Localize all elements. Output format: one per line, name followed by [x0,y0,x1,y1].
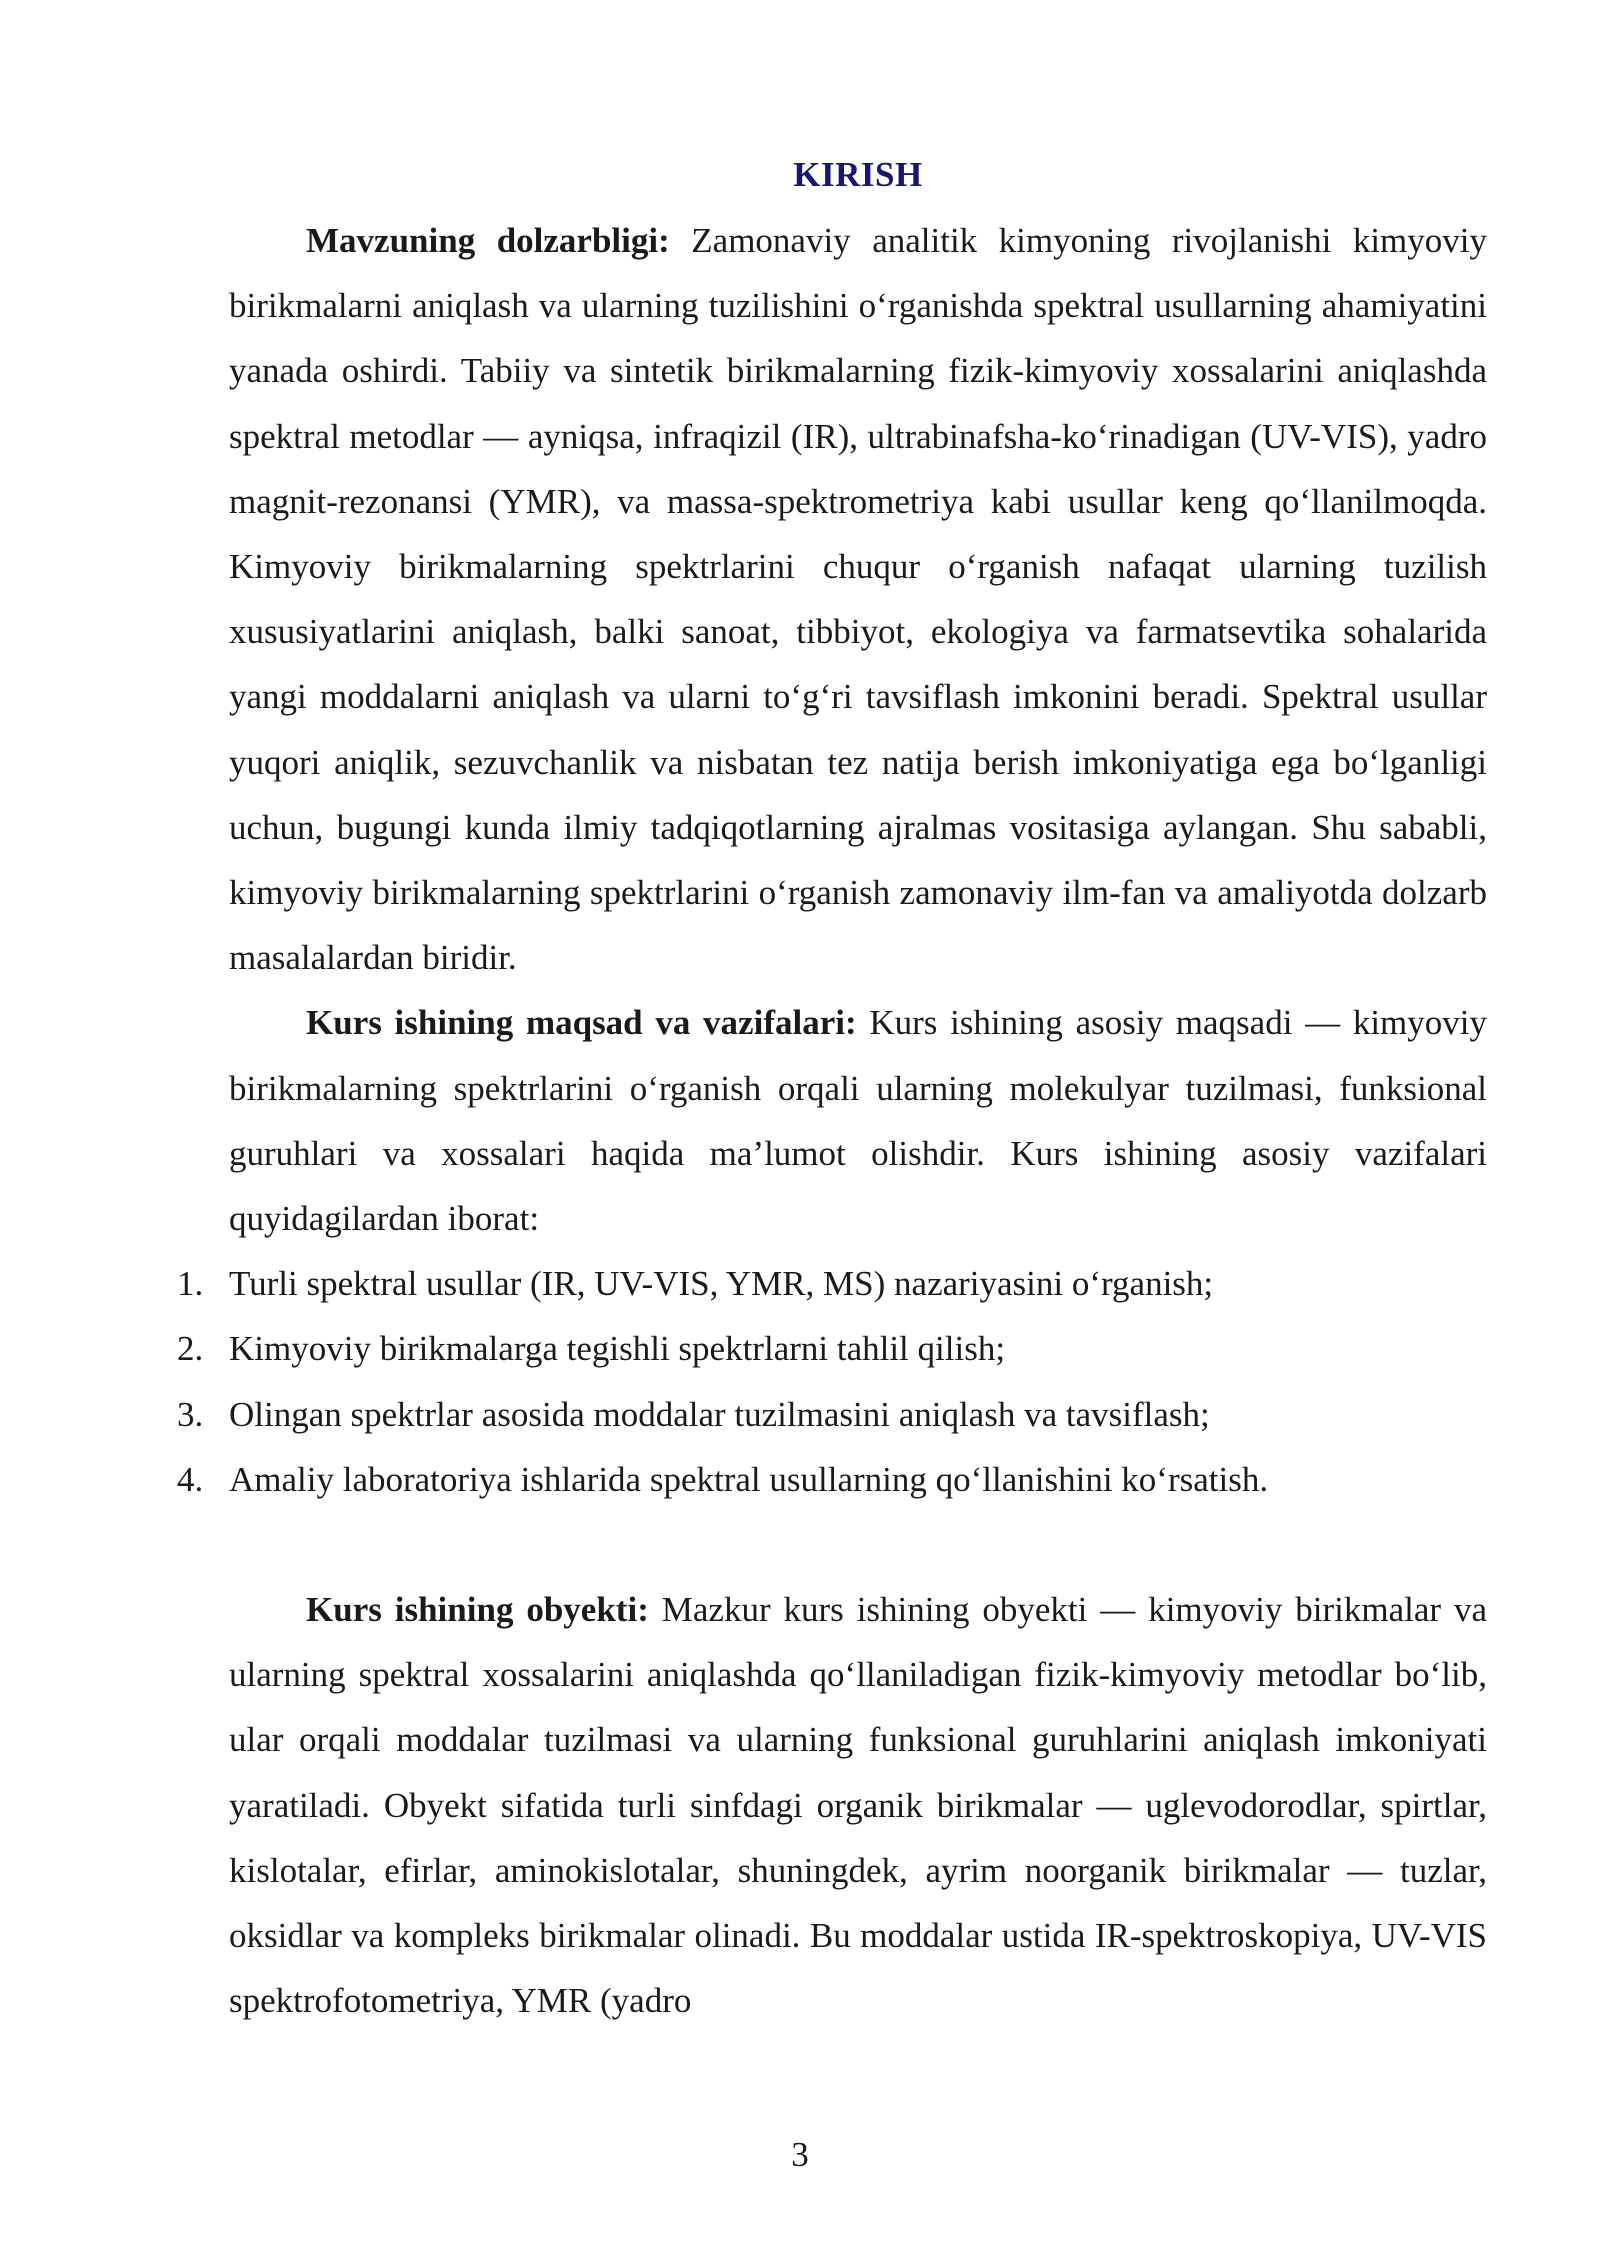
list-item-number: 3. [177,1394,204,1434]
paragraph-goals [229,990,1487,1251]
paragraph-text: Kurs ishining asosiy maqsadi — kimyoviy birikmalarning spektrlarini o‘rganish orqali ularning molekulyar tuzilmasi, funksional guruhlari va xossalari haqida ma’lumot olishdir. Kurs ishining asosiy vazifalari quyidagilardan iborat: [229,1003,1488,1239]
paragraph-text: Zamonaviy analitik kimyoning rivojlanishi kimyoviy birikmalarni aniqlash va ularning tuzilishini o‘rganishda spektral usullarning ahamiyatini yanada oshirdi. Tabiiy va sintetik birikmalarning fizik-kimyoviy xossalarini aniqlashda spektral metodlar — ayniqsa, infraqizil (IR), ultrabinafsha-ko‘rinadigan (UV-VIS), yadro magnit-rezonansi (YMR), va massa-spektrometriya kabi usullar keng qo‘llanilmoqda. Kimyoviy birikmalarning spektrlarini chuqur o‘rganish nafaqat ularning tuzilish xususiyatlarini aniqlash, balki sanoat, tibbiyot, ekologiya va farmatsevtika sohalarida yangi moddalarni aniqlash va ularni to‘g‘ri tavsiflash imkonini beradi. Spektral usullar yuqori aniqlik, sezuvchanlik va nisbatan tez natija berish imkoniyatiga ega bo‘lganligi uchun, bugungi kunda ilmiy tadqiqotlarning ajralmas vositasiga aylangan. Shu sababli, kimyoviy birikmalarning spektrlarini o‘rganish zamonaviy ilm-fan va amaliyotda dolzarb masalalardan biridir. [229,221,1487,978]
paragraph-lead: Kurs ishining obyekti: [306,1590,649,1630]
paragraph-lead: Kurs ishining maqsad va vazifalari: [306,1003,857,1043]
paragraph-text: Mazkur kurs ishining obyekti — kimyoviy birikmalar va ularning spektral xossalarini aniqlashda qo‘llaniladigan fizik-kimyoviy metodlar bo‘lib, ular orqali moddalar tuzilmasi va ularning funksional guruhlarini aniqlash imkoniyati yaratiladi. Obyekt sifatida turli sinfdagi organik birikmalar — uglevodorodlar, spirtlar, kislotalar, efirlar, aminokislotalar, shuningdek, ayrim noorganik birikmalar — tuzlar, oksidlar va kompleks birikmalar olinadi. Bu moddalar ustida IR-spektroskopiya, UV-VIS spektrofotometriya, YMR (yadro [229,1590,1487,2021]
page-content [177,150,1488,2033]
tasks-list [177,1251,1487,1512]
paragraph-relevance [229,208,1487,990]
page-title: KIRISH [793,155,923,194]
list-item-text: Olingan spektrlar asosida moddalar tuzilmasini aniqlash va tavsiflash; [229,1394,1210,1434]
page-number: 3 [791,2135,809,2174]
list-item-text: Amaliy laboratoriya ishlarida spektral usullarning qo‘llanishini ko‘rsatish. [229,1459,1269,1499]
list-item-text: Turli spektral usullar (IR, UV-VIS, YMR, MS) nazariyasini o‘rganish; [229,1264,1214,1304]
list-item-number: 4. [177,1459,204,1499]
list-item-number: 1. [177,1264,204,1304]
list-item [177,1251,1487,1316]
list-item [177,1447,1487,1512]
blank-line [229,1512,1487,1577]
paragraph-lead: Mavzuning dolzarbligi: [306,221,670,260]
paragraph-object [229,1577,1487,2033]
list-item [177,1382,1487,1447]
list-item [177,1316,1487,1381]
list-item-number: 2. [177,1329,204,1369]
list-item-text: Kimyoviy birikmalarga tegishli spektrlarni tahlil qilish; [229,1329,1006,1369]
